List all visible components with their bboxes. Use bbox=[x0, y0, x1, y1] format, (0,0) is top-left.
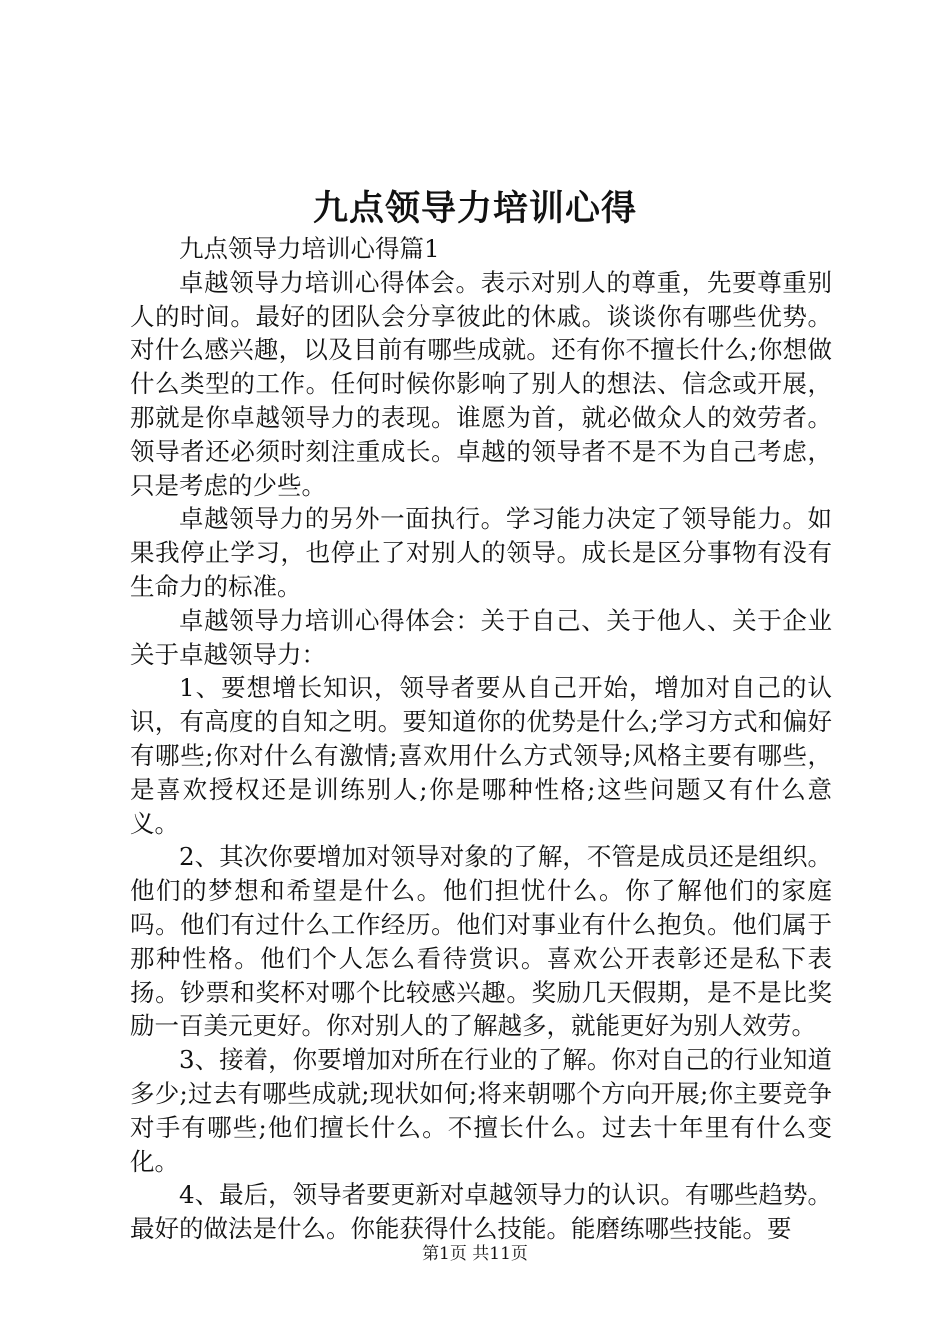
paragraph: 卓越领导力培训心得体会：关于自己、关于他人、关于企业关于卓越领导力： bbox=[130, 605, 832, 669]
paragraph: 4、最后，领导者要更新对卓越领导力的认识。有哪些趋势。最好的做法是什么。你能获得什么技能。能磨练哪些技能。要 bbox=[130, 1180, 832, 1244]
paragraph: 2、其次你要增加对领导对象的了解，不管是成员还是组织。他们的梦想和希望是什么。他们担忧什么。你了解他们的家庭吗。他们有过什么工作经历。他们对事业有什么抱负。他们属于那种性格。他们个人怎么看待赏识。喜欢公开表彰还是私下表扬。钞票和奖杯对哪个比较感兴趣。奖励几天假期，是不是比奖励一百美元更好。你对别人的了解越多，就能更好为别人效劳。 bbox=[130, 842, 832, 1041]
paragraph: 1、要想增长知识，领导者要从自己开始，增加对自己的认识，有高度的自知之明。要知道你的优势是什么;学习方式和偏好有哪些;你对什么有激情;喜欢用什么方式领导;风格主要有哪些，是喜欢授权还是训练别人;你是哪种性格;这些问题又有什么意义。 bbox=[130, 673, 832, 838]
section-heading: 九点领导力培训心得篇1 bbox=[179, 234, 440, 263]
page-number-footer: 第1页 共11页 bbox=[422, 1244, 528, 1264]
paragraph: 卓越领导力培训心得体会。表示对别人的尊重，先要尊重别人的时间。最好的团队会分享彼此的休戚。谈谈你有哪些优势。对什么感兴趣，以及目前有哪些成就。还有你不擅长什么;你想做什么类型的工作。任何时候你影响了别人的想法、信念或开展，那就是你卓越领导力的表现。谁愿为首，就必做众人的效劳者。领导者还必须时刻注重成长。卓越的领导者不是不为自己考虑，只是考虑的少些。 bbox=[130, 267, 832, 500]
paragraph: 卓越领导力的另外一面执行。学习能力决定了领导能力。如果我停止学习，也停止了对别人的领导。成长是区分事物有没有生命力的标准。 bbox=[130, 504, 832, 601]
paragraph: 3、接着，你要增加对所在行业的了解。你对自己的行业知道多少;过去有哪些成就;现状如何;将来朝哪个方向开展;你主要竞争对手有哪些;他们擅长什么。不擅长什么。过去十年里有什么变化。 bbox=[130, 1045, 832, 1176]
document-body bbox=[130, 232, 832, 1246]
document-title: 九点领导力培训心得 bbox=[312, 188, 637, 229]
